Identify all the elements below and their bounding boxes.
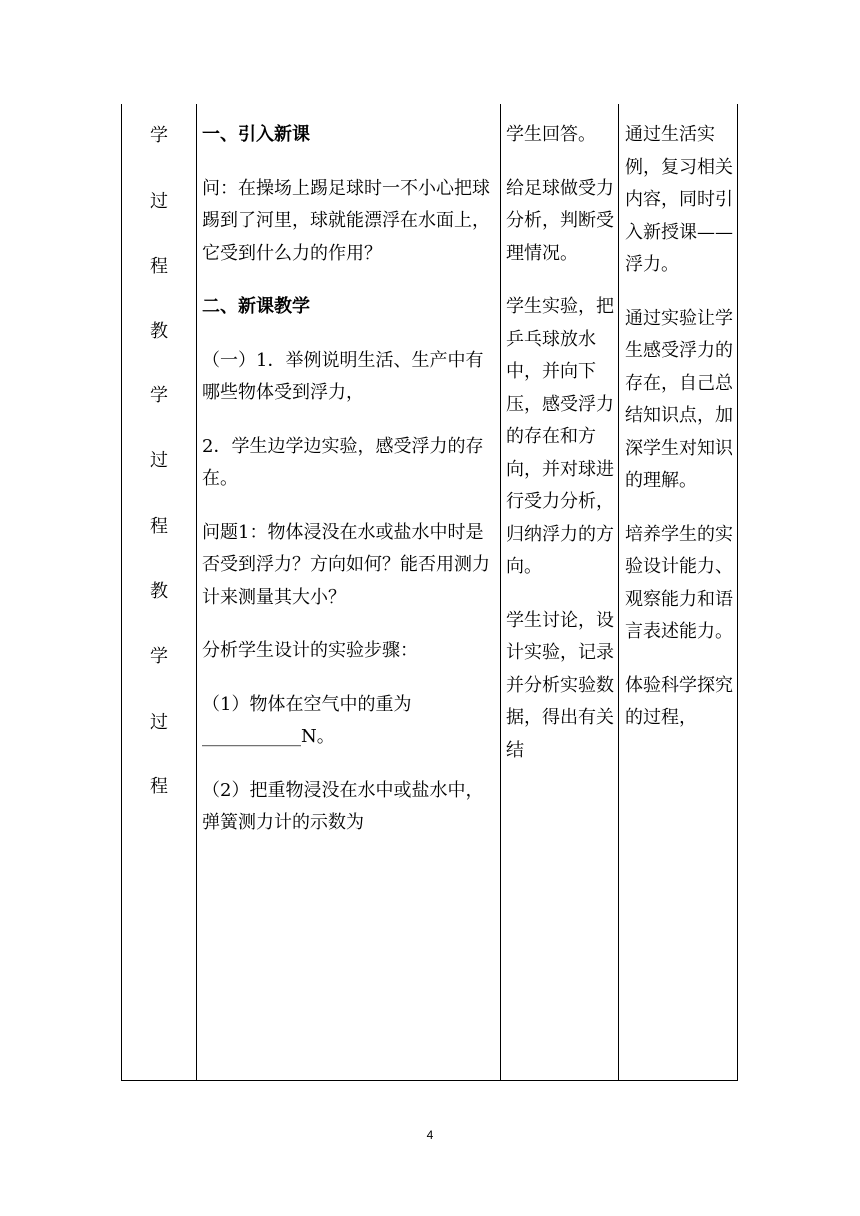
design-intent-column <box>625 104 735 735</box>
paragraph: 体验科学探究的过程， <box>625 674 733 728</box>
section-heading: 一、引入新课 <box>202 124 310 145</box>
table-divider-1 <box>196 104 197 1081</box>
side-label-char: 过 <box>150 191 168 212</box>
table-border-right <box>737 104 738 1081</box>
paragraph: （一）1．举例说明生活、生产中有哪些物体受到浮力， <box>202 349 484 403</box>
paragraph: （1）物体在空气中的重为 ___________N。 <box>202 693 412 747</box>
page-number: 4 <box>426 1128 434 1142</box>
paragraph: 分析学生设计的实验步骤： <box>202 640 418 661</box>
paragraph: （2）把重物浸没在水中或盐水中，弹簧测力计的示数为 <box>202 779 484 833</box>
paragraph: 学生实验，把乒乓球放水中，并向下压，感受浮力的存在和方向，并对球进行受力分析，归纳浮力的方向。 <box>506 296 614 577</box>
student-activity-column <box>506 104 616 767</box>
paragraph: 通过生活实例，复习相关内容，同时引入新授课——浮力。 <box>625 124 733 275</box>
side-label-char: 过 <box>150 712 168 733</box>
table-border-bottom <box>121 1080 738 1081</box>
side-label-char: 程 <box>150 776 168 797</box>
side-label-char: 学 <box>150 125 168 146</box>
paragraph: 培养学生的实验设计能力、观察能力和语言表述能力。 <box>625 523 733 642</box>
paragraph: 问：在操场上踢足球时一不小心把球踢到了河里，球就能漂浮在水面上，它受到什么力的作用？ <box>202 177 490 264</box>
paragraph: 2．学生边学边实验，感受浮力的存在。 <box>202 435 484 489</box>
paragraph: 学生回答。 <box>506 124 596 145</box>
table-divider-2 <box>500 104 501 1081</box>
side-label-char: 学 <box>150 385 168 406</box>
side-label-char: 学 <box>150 646 168 667</box>
paragraph: 给足球做受力分析，判断受理情况。 <box>506 177 614 264</box>
side-label-char: 程 <box>150 256 168 277</box>
table-divider-3 <box>618 104 619 1081</box>
side-label-char: 程 <box>150 516 168 537</box>
paragraph: 通过实验让学生感受浮力的存在，自己总结知识点，加深学生对知识的理解。 <box>625 307 733 491</box>
paragraph: 问题1：物体浸没在水或盐水中时是否受到浮力？方向如何？能否用测力计来测量其大小？ <box>202 521 490 608</box>
teaching-content-column <box>202 104 496 840</box>
paragraph: 学生讨论，设计实验，记录并分析实验数据，得出有关结 <box>506 609 614 761</box>
side-label-char: 教 <box>150 581 168 602</box>
section-heading: 二、新课教学 <box>202 296 310 317</box>
side-label-char: 过 <box>150 450 168 471</box>
side-label-char: 教 <box>150 321 168 342</box>
table-border-left <box>121 104 122 1081</box>
